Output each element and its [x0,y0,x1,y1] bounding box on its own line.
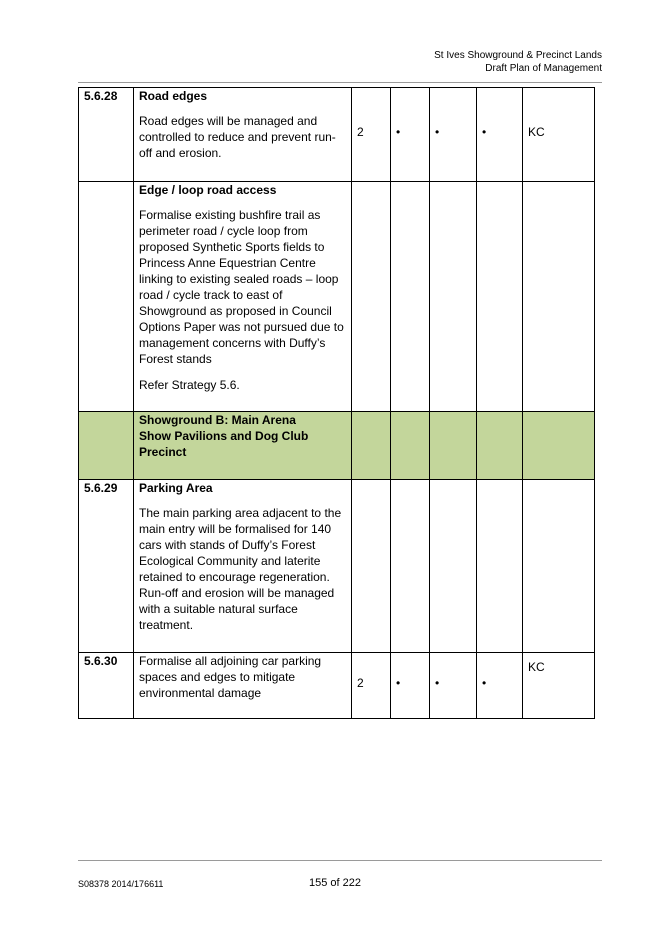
strategy-text: Formalise all adjoining car parking spaces and edges to mitigate environmental damage [139,654,322,700]
timing-mark: • [430,88,477,182]
responsibility-cell [523,480,595,653]
table-row [79,88,595,182]
page-number: 155 of 222 [309,877,361,889]
timing-cell [477,182,523,412]
strategy-text: The main parking area adjacent to the main entry will be formalised for 140 cars with stands of Duffy’s Forest Ecological Community and laterite retained to encourage regeneration. Run-off and erosion will be managed with a suitable natural surface treatment. [139,506,342,632]
section-heading-line: Showground B: Main Arena [139,413,296,427]
section-cell [352,412,391,480]
footer-rule [78,860,602,861]
strategy-table [78,87,595,719]
priority-cell: 2 [352,653,391,719]
header-subtitle: Draft Plan of Management [485,63,602,74]
strategy-reference: Refer Strategy 5.6. [139,378,240,392]
timing-mark: • [430,653,477,719]
responsibility-cell [523,182,595,412]
page-header [434,49,602,75]
strategy-ref: 5.6.30 [79,653,134,719]
table-row [79,182,595,412]
priority-cell [352,182,391,412]
section-ref-cell [79,412,134,480]
timing-cell [391,480,430,653]
section-cell [477,412,523,480]
timing-cell [430,480,477,653]
table-row [79,480,595,653]
section-cell [391,412,430,480]
strategy-text: Formalise existing bushfire trail as perimeter road / cycle loop from proposed Synthetic Sports fields to Princess Anne Equestrian Centre linking to existing sealed roads – loop road / cycle track to east of Showground as proposed in Council Options Paper was not pursued due to management concerns with Duffy’s Forest stands [139,208,344,366]
section-heading [134,412,352,480]
document-reference: S08378 2014/176611 [78,879,164,889]
timing-cell [430,182,477,412]
strategy-title: Edge / loop road access [139,183,277,197]
timing-mark: • [391,88,430,182]
section-heading-line: Precinct [139,445,187,459]
strategy-description [134,88,352,182]
section-cell [430,412,477,480]
priority-cell [352,480,391,653]
strategy-description [134,182,352,412]
strategy-ref: 5.6.29 [79,480,134,653]
priority-cell: 2 [352,88,391,182]
strategy-description [134,480,352,653]
responsibility-cell: KC [523,88,595,182]
section-heading-line: Show Pavilions and Dog Club [139,429,309,443]
timing-mark: • [391,653,430,719]
timing-cell [477,480,523,653]
timing-cell [391,182,430,412]
table-row [79,653,595,719]
strategy-title: Road edges [139,89,208,103]
strategy-title: Parking Area [139,481,213,495]
header-title: St Ives Showground & Precinct Lands [434,50,602,61]
section-heading-row [79,412,595,480]
timing-mark: • [477,653,523,719]
strategy-text: Road edges will be managed and controlled to reduce and prevent run-off and erosion. [139,114,336,160]
header-rule [78,82,602,83]
section-cell [523,412,595,480]
strategy-description [134,653,352,719]
strategy-ref [79,182,134,412]
responsibility-cell: KC [523,653,595,719]
timing-mark: • [477,88,523,182]
strategy-ref: 5.6.28 [79,88,134,182]
